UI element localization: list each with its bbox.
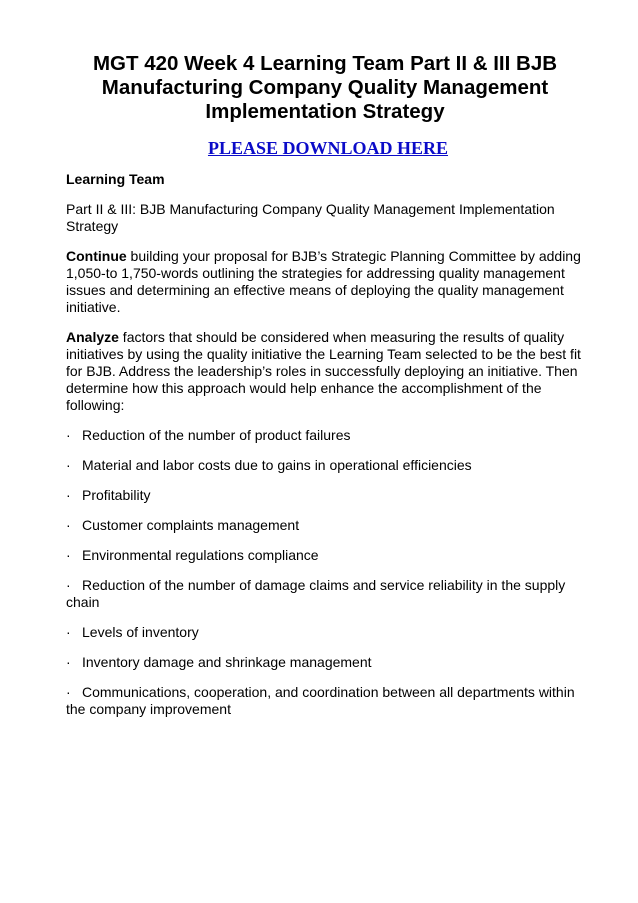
subtitle-paragraph: Part II & III: BJB Manufacturing Company Quality Management Implementation Strategy [66, 201, 555, 234]
bullet-icon: · [66, 684, 71, 700]
document-title [66, 52, 590, 124]
list-item-text: Environmental regulations compliance [82, 547, 319, 563]
list-item [66, 654, 590, 671]
list-item [66, 577, 590, 611]
bullet-icon: · [66, 517, 71, 533]
list-item [66, 547, 590, 564]
list-item-text: Reduction of the number of damage claims and service reliability in the supply chain [66, 577, 566, 610]
list-item-text: Communications, cooperation, and coordination between all departments within the company improvement [66, 684, 575, 717]
paragraph-lead-word: Analyze [66, 329, 119, 345]
bullet-icon: · [66, 427, 71, 443]
bullet-icon: · [66, 487, 71, 503]
bullet-icon: · [66, 577, 71, 593]
list-item [66, 457, 590, 474]
section-heading: Learning Team [66, 171, 165, 187]
paragraph-text: building your proposal for BJB’s Strategic Planning Committee by adding 1,050-to 1,750-words outlining the strategies for addressing quality management issues and determining an effective means of deploying the quality management initiative. [66, 248, 581, 315]
download-link[interactable]: PLEASE DOWNLOAD HERE [207, 138, 449, 158]
title-line: Manufacturing Company Quality Management [101, 76, 549, 99]
bullet-icon: · [66, 624, 71, 640]
list-item-text: Customer complaints management [82, 517, 300, 533]
bullet-icon: · [66, 457, 71, 473]
paragraph-lead-word: Continue [66, 248, 127, 264]
list-item [66, 517, 590, 534]
list-item [66, 684, 590, 718]
bullet-icon: · [66, 654, 71, 670]
title-line: MGT 420 Week 4 Learning Team Part II & III BJB [92, 52, 558, 75]
list-item-text: Material and labor costs due to gains in operational efficiencies [82, 457, 472, 473]
list-item [66, 487, 590, 504]
instruction-paragraph-analyze [66, 329, 590, 414]
bullet-icon: · [66, 547, 71, 563]
list-item-text: Reduction of the number of product failures [82, 427, 351, 443]
list-item-text: Inventory damage and shrinkage management [82, 654, 372, 670]
list-item-text: Levels of inventory [82, 624, 199, 640]
paragraph-text: factors that should be considered when measuring the results of quality initiatives by using the quality initiative the Learning Team selected to be the best fit for BJB. Address the leadership’s roles in successfully deploying an initiative. Then determine how this approach would help enhance the accomplishment of the following: [66, 329, 581, 413]
instruction-paragraph-continue [66, 248, 590, 316]
list-item [66, 624, 590, 641]
title-line: Implementation Strategy [205, 100, 445, 123]
list-item [66, 427, 590, 444]
list-item-text: Profitability [82, 487, 151, 503]
